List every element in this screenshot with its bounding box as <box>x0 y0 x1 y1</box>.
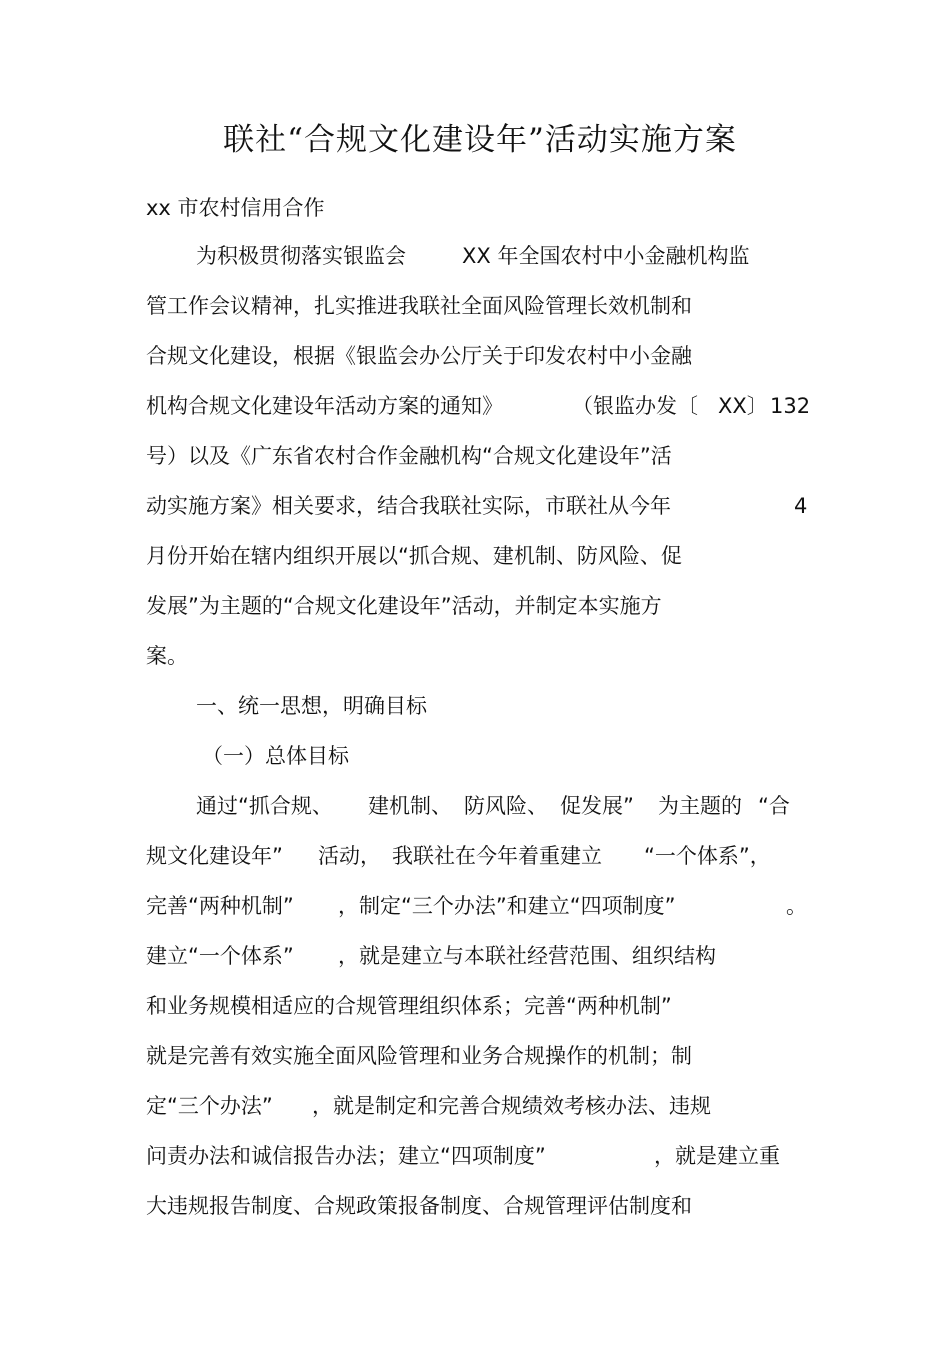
text-segment: 一、统一思想，明确目标 <box>196 694 427 718</box>
text-segment: 完善“两种机制” <box>146 894 294 918</box>
text-segment: 为积极贯彻落实银监会 <box>196 244 406 268</box>
text-segment: ，就是建立重 <box>654 1144 780 1168</box>
paragraph-line-3 <box>146 341 692 371</box>
paragraph-line-2 <box>146 291 692 321</box>
paragraph-line-18 <box>146 1191 692 1221</box>
paragraph-line-4 <box>146 391 811 421</box>
text-segment: 就是完善有效实施全面风险管理和业务合规操作的机制；制 <box>146 1044 692 1068</box>
text-segment: XX 年全国农村中小金融机构监 <box>462 244 750 268</box>
paragraph-line-17 <box>146 1141 780 1171</box>
text-segment: 动实施方案》相关要求，结合我联社实际，市联社从今年 <box>146 494 671 518</box>
document-title: 联社“合规文化建设年”活动实施方案 <box>223 122 737 158</box>
paragraph-line-14 <box>146 991 672 1021</box>
paragraph-line-6 <box>146 491 808 521</box>
text-segment: 管工作会议精神，扎实推进我联社全面风险管理长效机制和 <box>146 294 692 318</box>
text-segment: “一个体系”， <box>644 844 771 868</box>
text-segment: 促发展” <box>560 794 634 818</box>
paragraph-line-12 <box>146 891 807 921</box>
text-segment: 活动， <box>318 844 381 868</box>
text-segment: ，制定“三个办法”和建立“四项制度” <box>338 894 676 918</box>
text-segment: 号）以及《广东省农村合作金融机构“合规文化建设年”活 <box>146 444 672 468</box>
text-segment: 为主题的 <box>658 794 742 818</box>
paragraph-line-10 <box>146 791 790 821</box>
text-segment: “合 <box>758 794 790 818</box>
text-segment: 案。 <box>146 644 188 668</box>
text-segment: 132 <box>770 394 811 418</box>
text-segment: 建立“一个体系” <box>146 944 294 968</box>
section-heading-1 <box>146 691 427 721</box>
paragraph-line-7 <box>146 541 682 571</box>
paragraph-line-13 <box>146 941 716 971</box>
paragraph-line-15 <box>146 1041 692 1071</box>
text-segment: 。 <box>786 894 807 918</box>
paragraph-line-16 <box>146 1091 711 1121</box>
text-segment: 我联社在今年着重建立 <box>392 844 602 868</box>
text-segment: 定“三个办法” <box>146 1094 273 1118</box>
paragraph-line-5 <box>146 441 672 471</box>
text-segment: 大违规报告制度、合规政策报备制度、合规管理评估制度和 <box>146 1194 692 1218</box>
text-segment: 合规文化建设，根据《银监会办公厅关于印发农村中小金融 <box>146 344 692 368</box>
organization-line: xx 市农村信用合作 <box>146 196 325 220</box>
text-segment: （银监办发〔 <box>572 394 698 418</box>
text-segment: ，就是建立与本联社经营范围、组织结构 <box>338 944 716 968</box>
paragraph-line-8 <box>146 591 662 621</box>
paragraph-line-1 <box>146 241 750 271</box>
text-segment: 发展”为主题的“合规文化建设年”活动，并制定本实施方 <box>146 594 662 618</box>
text-segment: 4 <box>794 494 808 518</box>
paragraph-line-11 <box>146 841 771 871</box>
subsection-heading-1 <box>146 741 349 771</box>
paragraph-line-9 <box>146 641 188 671</box>
text-segment: 规文化建设年” <box>146 844 283 868</box>
text-segment: XX〕 <box>718 394 768 418</box>
text-segment: 建机制、 <box>368 794 452 818</box>
text-segment: 月份开始在辖内组织开展以“抓合规、建机制、防风险、促 <box>146 544 682 568</box>
text-segment: 防风险、 <box>464 794 548 818</box>
text-segment: 问责办法和诚信报告办法；建立“四项制度” <box>146 1144 546 1168</box>
text-segment: （一）总体目标 <box>202 744 349 768</box>
text-segment: 机构合规文化建设年活动方案的通知》 <box>146 394 503 418</box>
text-segment: 通过“抓合规、 <box>196 794 333 818</box>
text-segment: ，就是制定和完善合规绩效考核办法、违规 <box>312 1094 711 1118</box>
text-segment: 和业务规模相适应的合规管理组织体系；完善“两种机制” <box>146 994 672 1018</box>
